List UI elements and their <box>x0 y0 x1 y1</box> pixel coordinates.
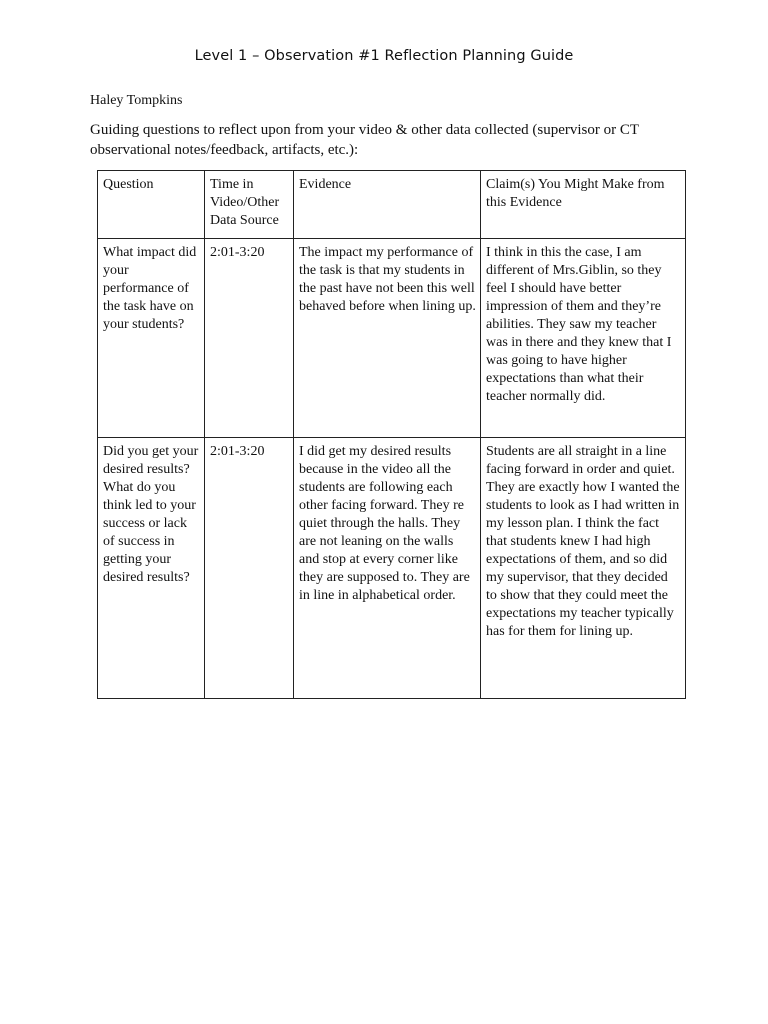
page-title: Level 1 – Observation #1 Reflection Planning Guide <box>194 48 574 64</box>
cell-question: Did you get your desired results? What do you think led to your success or lack of success in getting your desired results? <box>98 438 205 699</box>
cell-evidence: The impact my performance of the task is that my students in the past have not been this well behaved before when lining up. <box>294 239 481 438</box>
cell-time: 2:01-3:20 <box>205 438 294 699</box>
author-name: Haley Tompkins <box>90 93 183 108</box>
table-row <box>98 438 686 699</box>
cell-evidence: I did get my desired results because in the video all the students are following each other facing forward. They re quiet through the halls. They are not leaning on the walls and stop at every corner like they are supposed to. They are in line in alphabetical order. <box>294 438 481 699</box>
cell-claim: I think in this the case, I am different of Mrs.Giblin, so they feel I should have better impression of them and they’re abilities. They saw my teacher was in there and they knew that I was going to have higher expectations than what their teacher normally did. <box>481 239 686 438</box>
cell-claim: Students are all straight in a line facing forward in order and quiet. They are exactly how I wanted the students to look as I had written in my lesson plan. I think the fact that students knew I had high expectations of them, and so did my supervisor, that they decided to show that they could meet the expectations my teacher typically has for them for lining up. <box>481 438 686 699</box>
intro-line-2: observational notes/feedback, artifacts, etc.): <box>90 142 359 158</box>
cell-time: 2:01-3:20 <box>205 239 294 438</box>
intro-line-1: Guiding questions to reflect upon from your video & other data collected (supervisor or CT <box>90 122 640 138</box>
cell-question: What impact did your performance of the task have on your students? <box>98 239 205 438</box>
intro-text <box>90 120 690 160</box>
header-claims: Claim(s) You Might Make from this Evidence <box>481 171 686 239</box>
table-header-row <box>98 171 686 239</box>
table-row <box>98 239 686 438</box>
header-evidence: Evidence <box>294 171 481 239</box>
header-time: Time in Video/Other Data Source <box>205 171 294 239</box>
header-question: Question <box>98 171 205 239</box>
reflection-table <box>97 170 686 699</box>
